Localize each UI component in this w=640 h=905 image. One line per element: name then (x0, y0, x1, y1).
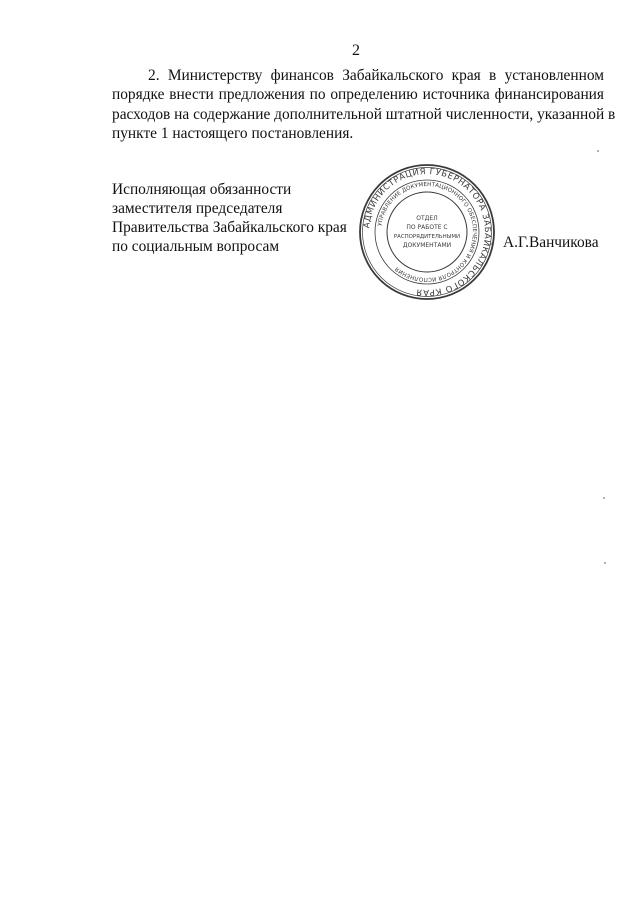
stamp-middle-text: УПРАВЛЕНИЕ ДОКУМЕНТАЦИОННОГО ОБЕСПЕЧЕНИЯ И КОНТРОЛЯ ИСПОЛНЕНИЯ (377, 181, 478, 283)
paragraph-line: пункте 1 настоящего постановления. (112, 124, 354, 142)
stamp-center-line: ДОКУМЕНТАМИ (402, 242, 452, 249)
svg-text:УПРАВЛЕНИЕ ДОКУМЕНТАЦИОННОГО О (377, 182, 477, 282)
scan-speck (603, 497, 605, 499)
signer-title-line: по социальным вопросам (112, 238, 280, 255)
stamp-center-line: ОТДЕЛ (416, 215, 438, 222)
page-number: 2 (352, 42, 360, 59)
stamp-center-line: РАСПОРЯДИТЕЛЬНЫМИ (393, 234, 461, 240)
scan-speck (604, 562, 606, 564)
stamp-middle-ring (375, 180, 479, 284)
signer-name: А.Г.Ванчикова (503, 234, 599, 251)
paragraph-line: 2. Министерству финансов Забайкальского края в установленном (148, 67, 604, 84)
official-stamp (357, 162, 497, 302)
stamp-inner-ring (387, 192, 467, 272)
paragraph-line: порядке внести предложения по определению источника финансирования (112, 86, 604, 104)
stamp-outer-text: АДМИНИСТРАЦИЯ ГУБЕРНАТОРА ЗАБАЙКАЛЬСКОГО КРАЯ (361, 165, 494, 299)
stamp-center-line: ПО РАБОТЕ С (406, 224, 448, 231)
signer-title-line: заместителя председателя (112, 200, 283, 217)
signer-title-block (112, 180, 347, 256)
body-paragraph (112, 66, 616, 143)
stamp-graphic (357, 162, 497, 302)
paragraph-line: расходов на содержание дополнительной штатной численности, указанной в (112, 105, 616, 123)
scan-speck (597, 150, 599, 152)
signer-title-line: Исполняющая обязанности (112, 181, 292, 198)
signer-title-line: Правительства Забайкальского края (112, 219, 347, 236)
